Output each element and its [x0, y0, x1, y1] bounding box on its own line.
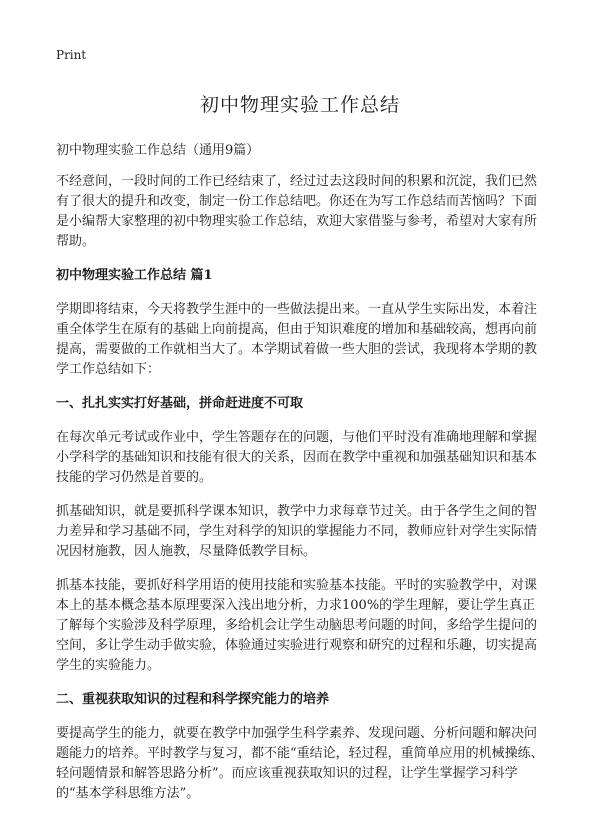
part1-paragraph-2: 抓基础知识，就是要抓科学课本知识，教学中力求每章节过关。由于各学生之间的智力差异和学习基础不同，学生对科学的知识的掌握能力不同，教师应针对学生实际情况因材施教，因人施教，尽量降低教学目标。 [56, 504, 538, 559]
page-title: 初中物理实验工作总结 [199, 94, 400, 116]
section-heading-1: 初中物理实验工作总结 篇1 [56, 268, 213, 283]
part-heading-1: 一、扎扎实实打好基础，拼命赶进度不可取 [56, 396, 304, 411]
part1-paragraph-3: 抓基本技能，要抓好科学用语的使用技能和实验基本技能。平时的实验教学中，对课本上的基本概念基本原理要深入浅出地分析，力求100%的学生理解，要让学生真正了解每个实验涉及科学原理，多给机会让学生动脑思考问题的时间，多给学生提问的空间，多让学生动手做实验，体验通过实验进行观察和研究的过程和乐趣，切实提高学生的实验能力。 [56, 578, 538, 673]
intro-paragraph: 不经意间，一段时间的工作已经结束了，经过过去这段时间的积累和沉淀，我们已然有了很大的提升和改变，制定一份工作总结吧。你还在为写工作总结而苦恼吗？下面是小编帮大家整理的初中物理实验工作总结，欢迎大家借鉴与参考，希望对大家有所帮助。 [56, 174, 538, 249]
part2-paragraph-1: 要提高学生的能力，就要在教学中加强学生科学素养、发现问题、分析问题和解决问题能力的培养。平时教学与复习，都不能“重结论，轻过程，重简单应用的机械操练、轻问题情景和解答思路分析”。而应该重视获取知识的过程，让学生掌握学习科学的“基本学科思维方法”。 [56, 726, 544, 801]
part-heading-2: 二、重视获取知识的过程和科学探究能力的培养 [56, 692, 330, 707]
section1-paragraph: 学期即将结束，今天将教学生涯中的一些做法提出来。一直从学生实际出发，本着注重全体学生在原有的基础上向前提高，但由于知识难度的增加和基础较高，想再向前提高，需要做的工作就相当大了。本学期试着做一些大胆的尝试，我现将本学期的教学工作总结如下： [56, 302, 538, 377]
part1-paragraph-1: 在每次单元考试或作业中，学生答题存在的问题，与他们平时没有准确地理解和掌握小学科学的基础知识和技能有很大的关系，因而在教学中重视和加强基础知识和基本技能的学习仍然是首要的。 [56, 430, 538, 485]
document-subtitle: 初中物理实验工作总结（通用9篇） [56, 143, 260, 158]
print-link[interactable]: Print [56, 48, 87, 62]
